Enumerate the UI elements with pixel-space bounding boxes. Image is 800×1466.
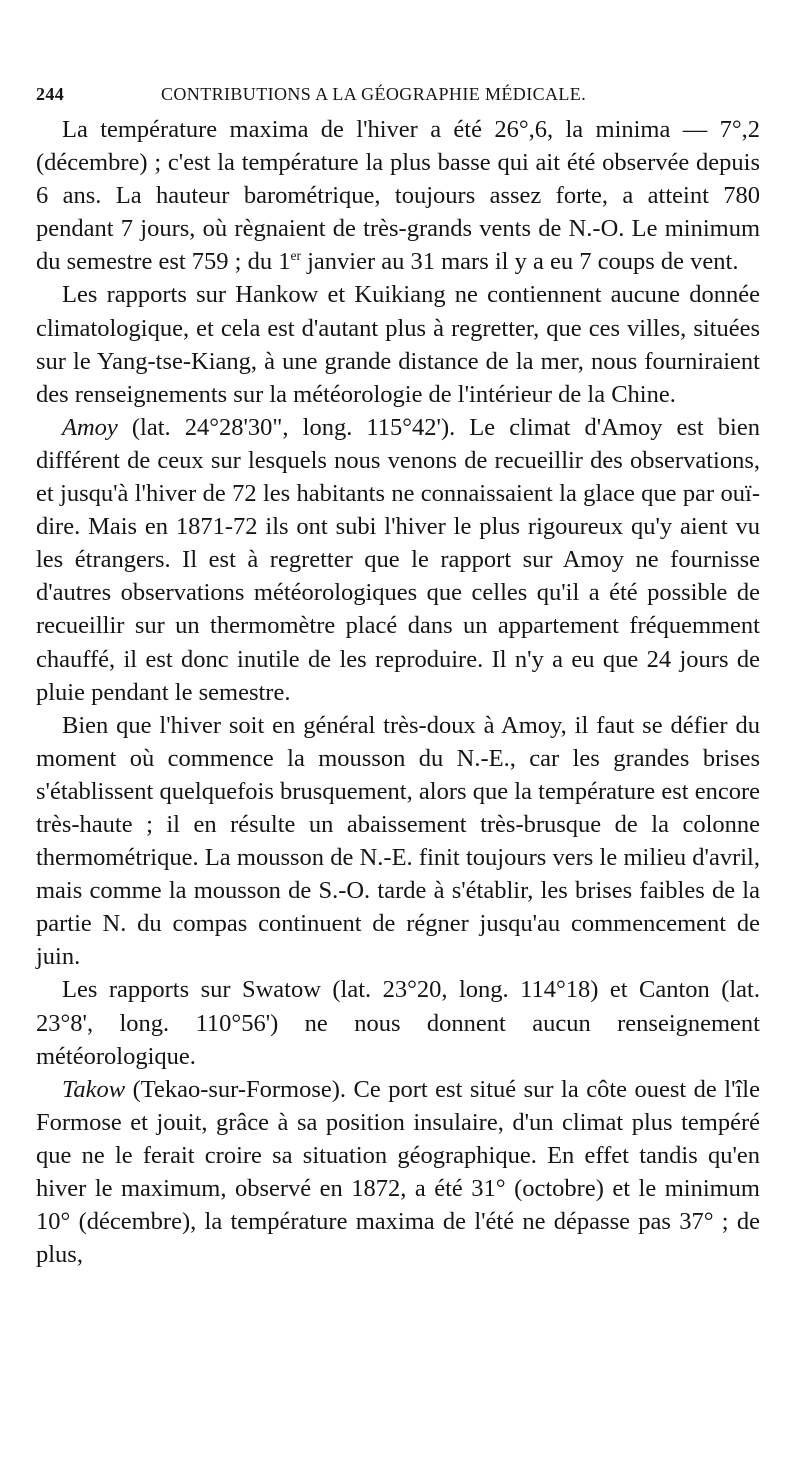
paragraph-winter-temperature — [36, 113, 760, 278]
paragraph-text: Bien que l'hiver soit en général très-doux à Amoy, il faut se défier du moment où commence la mousson du N.-E., car les grandes brises s'établissent quelquefois brusquement, alors que la température est encore très-haute ; il en résulte un abaissement très-brusque de la colonne thermométrique. La mousson de N.-E. finit toujours vers le milieu d'avril, mais comme la mousson de S.-O. tarde à s'établir, les brises faibles de la partie N. du compas continuent de régner jusqu'au commencement de juin. — [36, 711, 760, 971]
page-number: 244 — [36, 84, 65, 104]
paragraph-hankow-kuikiang — [36, 278, 760, 410]
place-name-amoy: Amoy — [62, 413, 118, 441]
paragraph-text: La température maxima de l'hiver a été 26°,6, la minima — 7°,2 (décembre) ; c'est la température la plus basse qui ait été observée depuis 6 ans. La hauteur barométrique, toujours assez forte, a atteint 780 pendant 7 jours, où règnaient de très-grands vents de N.-O. Le minimum du semestre est 759 ; du 1 — [36, 116, 760, 276]
paragraph-text: janvier au 31 mars il y a eu 7 coups de vent. — [300, 248, 739, 276]
running-title: CONTRIBUTIONS A LA GÉOGRAPHIE MÉDICALE. — [161, 84, 587, 104]
superscript-er: er — [290, 248, 301, 264]
body-text — [36, 113, 760, 1271]
paragraph-takow — [36, 1073, 760, 1272]
page-header — [36, 80, 760, 110]
paragraph-mousson — [36, 709, 760, 974]
paragraph-text: (Tekao-sur-Formose). Ce port est situé sur la côte ouest de l'île Formose et jouit, grâce à sa position insulaire, d'un climat plus tempéré que ne le ferait croire sa situation géographique. En effet tandis qu'en hiver le maximum, observé en 1872, a été 31° (octobre) et le minimum 10° (décembre), la température maxima de l'été ne dépasse pas 37° ; de plus, — [36, 1075, 760, 1269]
paragraph-text: (lat. 24°28'30", long. 115°42'). Le climat d'Amoy est bien différent de ceux sur lesquels nous venons de recueillir des observations, et jusqu'à l'hiver de 72 les habitants ne connaissaient la glace que par ouï-dire. Mais en 1871-72 ils ont subi l'hiver le plus rigoureux qu'y aient vu les étrangers. Il est à regretter que le rapport sur Amoy ne fournisse d'autres observations météorologiques que celles qu'il a été possible de recueillir sur un thermomètre placé dans un appartement fréquemment chauffé, il est donc inutile de les reproduire. Il n'y a eu que 24 jours de pluie pendant le semestre. — [36, 413, 760, 706]
paragraph-text: Les rapports sur Hankow et Kuikiang ne contiennent aucune donnée climatologique, et cela est d'autant plus à regretter, que ces villes, situées sur le Yang-tse-Kiang, à une grande distance de la mer, nous fourniraient des renseignements sur la météorologie de l'intérieur de la Chine. — [36, 281, 760, 408]
place-name-takow: Takow — [62, 1075, 126, 1103]
paragraph-swatow-canton — [36, 973, 760, 1072]
paragraph-text: Les rapports sur Swatow (lat. 23°20, long. 114°18) et Canton (lat. 23°8', long. 110°56') ne nous donnent aucun renseignement météorologique. — [36, 976, 760, 1070]
paragraph-amoy — [36, 411, 760, 709]
